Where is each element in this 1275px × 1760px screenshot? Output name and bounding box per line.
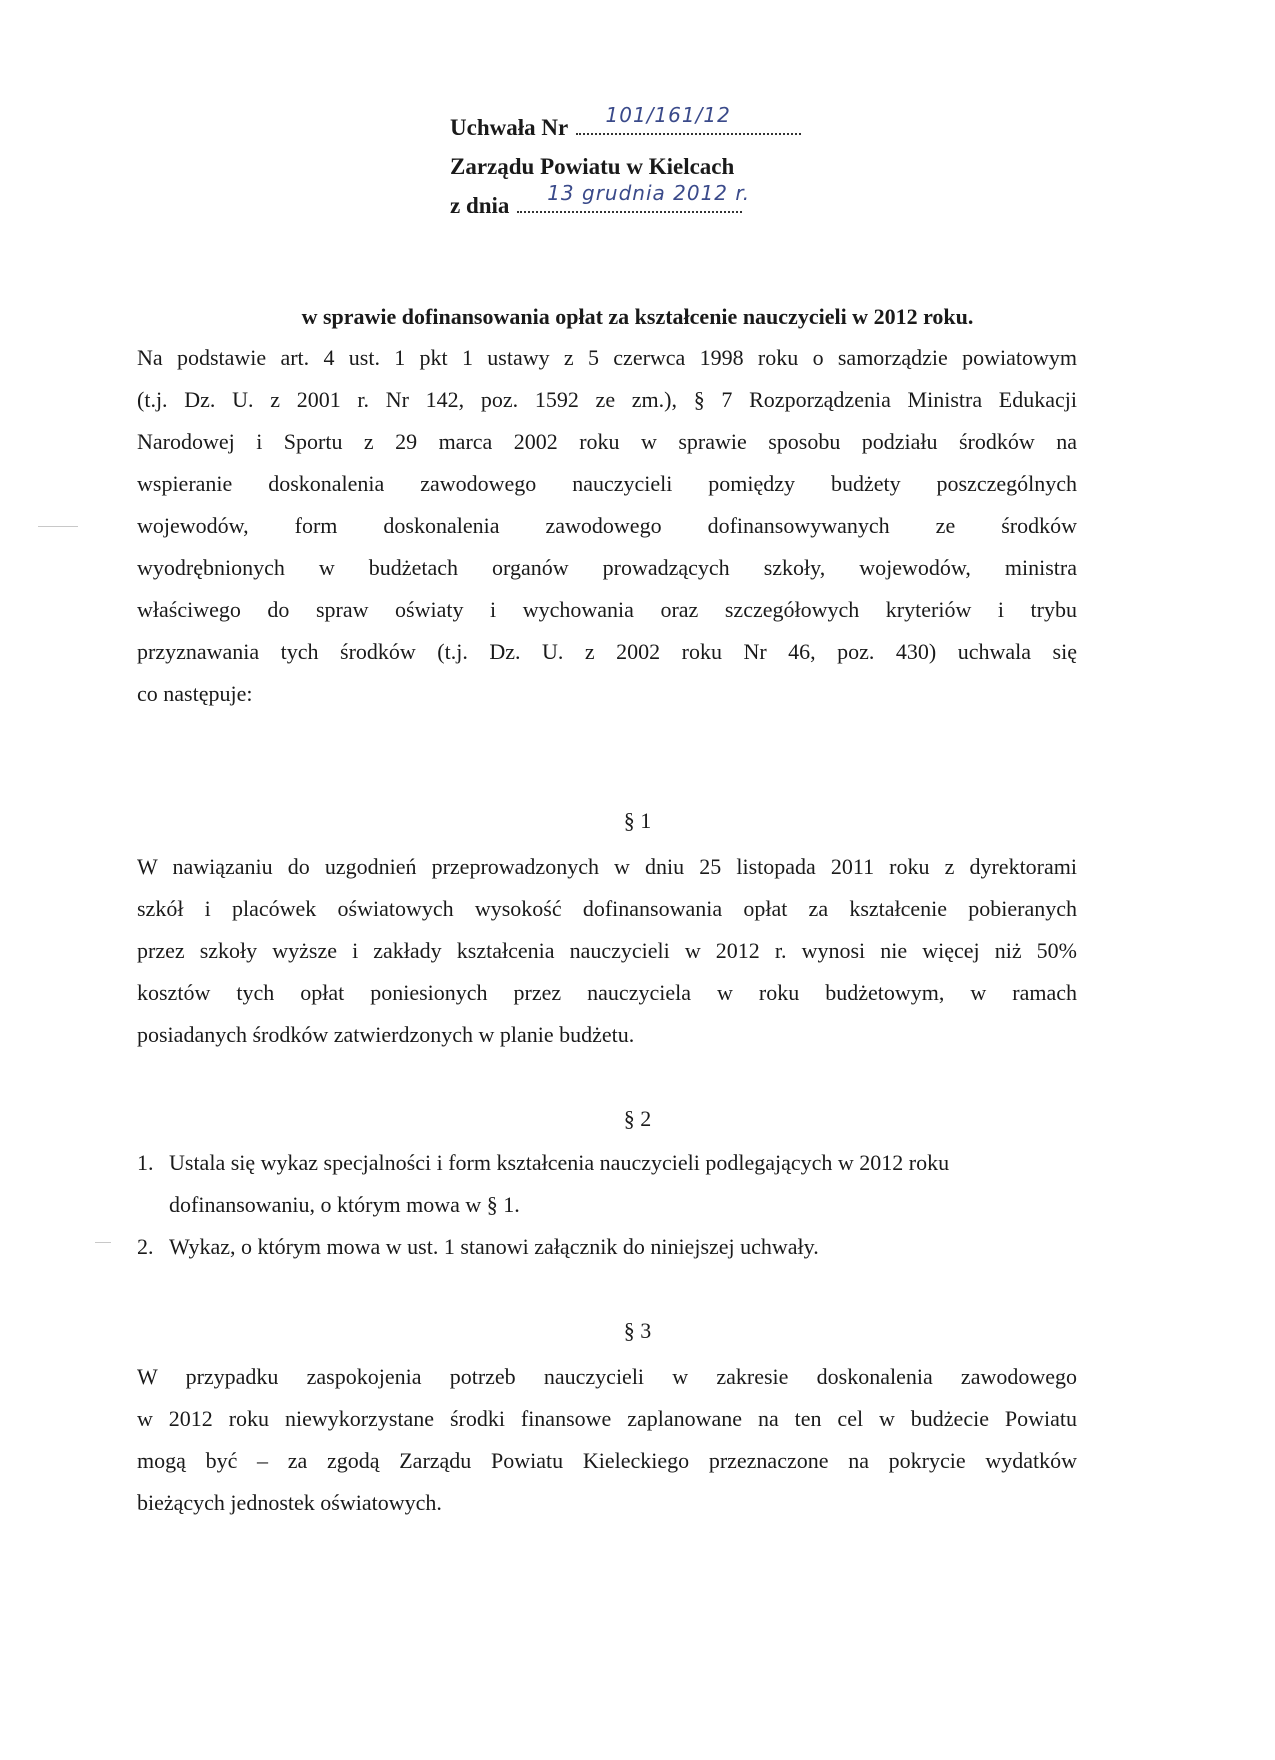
date-field (517, 181, 751, 213)
section-1-line: posiadanych środków zatwierdzonych w planie budżetu. (137, 1022, 635, 1047)
preamble-line: wyodrębnionych w budżetach organów prowadzących szkoły, wojewodów, ministra (137, 555, 1077, 580)
list-item-text: Wykaz, o którym mowa w ust. 1 stanowi załącznik do niniejszej uchwały. (169, 1234, 819, 1259)
section-1-body (137, 846, 1077, 1056)
section-1-heading: § 1 (623, 808, 652, 833)
preamble-line: wspieranie doskonalenia zawodowego nauczycieli pomiędzy budżety poszczególnych (137, 471, 1077, 496)
resolution-number-field (576, 103, 801, 135)
resolution-number-line (450, 103, 950, 147)
handwritten-resolution-number: 101/161/12 (605, 103, 731, 127)
section-3-line: w 2012 roku niewykorzystane środki finansowe zaplanowane na ten cel w budżecie Powiatu (137, 1406, 1077, 1431)
preamble-line: (t.j. Dz. U. z 2001 r. Nr 142, poz. 1592 ze zm.), § 7 Rozporządzenia Ministra Edukacji (137, 387, 1077, 412)
section-1-line: przez szkoły wyższe i zakłady kształcenia nauczycieli w 2012 r. wynosi nie więcej niż 50% (137, 938, 1077, 963)
scan-fold-mark (38, 526, 78, 527)
list-item-number: 2. (137, 1234, 154, 1259)
list-item (137, 1142, 1097, 1184)
date-label: z dnia (450, 193, 510, 218)
section-3-line: mogą być – za zgodą Zarządu Powiatu Kieleckiego przeznaczone na pokrycie wydatków (137, 1448, 1077, 1473)
scan-fold-mark (95, 1242, 111, 1243)
section-2-list (137, 1142, 1097, 1268)
preamble (137, 337, 1077, 715)
document-header (450, 103, 950, 225)
list-item (137, 1226, 1097, 1268)
section-2-heading: § 2 (623, 1106, 652, 1131)
resolution-subject: w sprawie dofinansowania opłat za kształcenie nauczycieli w 2012 roku. (301, 304, 974, 329)
preamble-line: Narodowej i Sportu z 29 marca 2002 roku w sprawie sposobu podziału środków na (137, 429, 1077, 454)
preamble-line: co następuje: (137, 681, 253, 706)
list-item-text: Ustala się wykaz specjalności i form kształcenia nauczycieli podlegających w 2012 roku (169, 1150, 950, 1175)
preamble-line: Na podstawie art. 4 ust. 1 pkt 1 ustawy z 5 czerwca 1998 roku o samorządzie powiatowym (137, 345, 1077, 370)
section-3-line: W przypadku zaspokojenia potrzeb nauczycieli w zakresie doskonalenia zawodowego (137, 1364, 1077, 1389)
section-3-heading: § 3 (623, 1318, 652, 1343)
date-line (450, 181, 950, 225)
preamble-line: właściwego do spraw oświaty i wychowania oraz szczegółowych kryteriów i trybu (137, 597, 1077, 622)
section-1-line: szkół i placówek oświatowych wysokość dofinansowania opłat za kształcenie pobieranych (137, 896, 1077, 921)
section-3-body (137, 1356, 1077, 1524)
section-1-line: kosztów tych opłat poniesionych przez nauczyciela w roku budżetowym, w ramach (137, 980, 1077, 1005)
preamble-line: wojewodów, form doskonalenia zawodowego dofinansowywanych ze środków (137, 513, 1077, 538)
section-3-line: bieżących jednostek oświatowych. (137, 1490, 442, 1515)
handwritten-date: 13 grudnia 2012 r. (547, 181, 751, 205)
section-1-line: W nawiązaniu do uzgodnień przeprowadzonych w dniu 25 listopada 2011 roku z dyrektorami (137, 854, 1077, 879)
board-name: Zarządu Powiatu w Kielcach (450, 154, 735, 179)
list-item-continuation: dofinansowaniu, o którym mowa w § 1. (169, 1192, 520, 1217)
resolution-label: Uchwała Nr (450, 115, 568, 140)
list-item-number: 1. (137, 1150, 154, 1175)
preamble-line: przyznawania tych środków (t.j. Dz. U. z 2002 roku Nr 46, poz. 430) uchwala się (137, 639, 1077, 664)
